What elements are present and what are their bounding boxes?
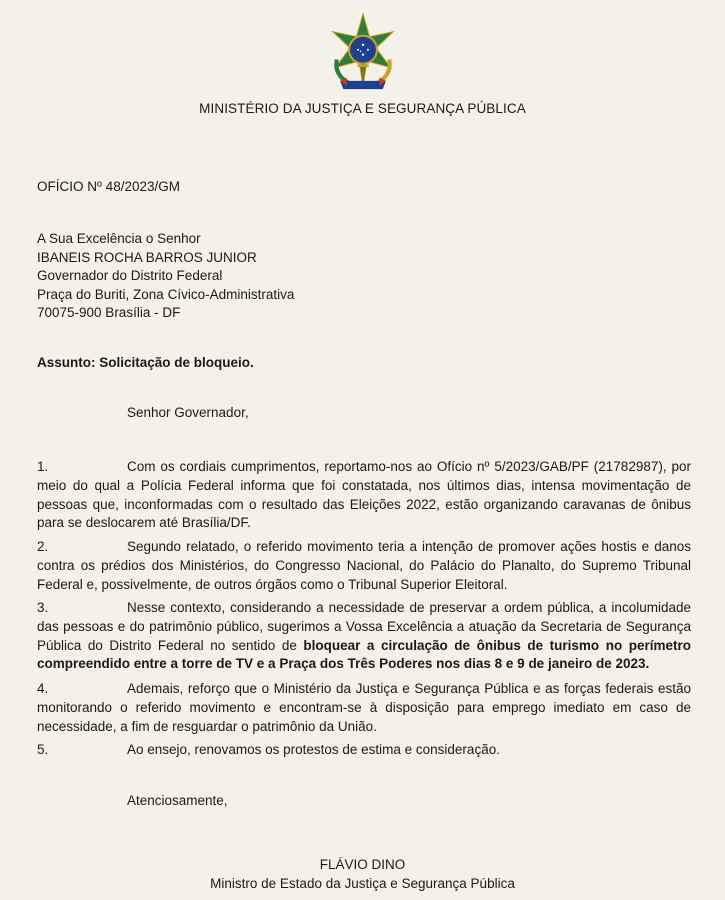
addressee-salutation: A Sua Excelência o Senhor — [37, 231, 201, 246]
paragraph-text: Segundo relatado, o referido movimento teria a intenção de promover ações hostis e danos contra os prédios dos Ministérios, do Congresso Nacional, do Palácio do Planalto, do Supremo Tribunal Federal e, possivelmente, de outros órgãos como o Tribunal Superior Eleitoral. — [37, 539, 691, 592]
signer-name: FLÁVIO DINO — [319, 857, 406, 872]
paragraph-number: 4. — [37, 681, 49, 696]
closing: Atenciosamente, — [127, 793, 228, 808]
paragraph-number: 1. — [37, 459, 49, 474]
addressee-block — [37, 230, 294, 323]
paragraph-1 — [37, 458, 691, 533]
addressee-name: IBANEIS ROCHA BARROS JUNIOR — [37, 249, 257, 265]
paragraph-5 — [37, 741, 691, 760]
addressee-title: Governador do Distrito Federal — [37, 268, 223, 284]
brazil-coat-of-arms-icon — [322, 12, 404, 94]
paragraph-number: 5. — [37, 742, 49, 757]
ministry-header: MINISTÉRIO DA JUSTIÇA E SEGURANÇA PÚBLICA — [199, 101, 526, 116]
paragraph-text: Ao ensejo, renovamos os protestos de estima e consideração. — [127, 742, 500, 757]
signer-title: Ministro de Estado da Justiça e Segurança Pública — [210, 876, 515, 891]
salutation: Senhor Governador, — [127, 405, 249, 420]
addressee-city: 70075-900 Brasília - DF — [37, 305, 181, 321]
subject-line: Assunto: Solicitação de bloqueio. — [37, 355, 254, 370]
paragraph-4 — [37, 680, 691, 736]
paragraph-3 — [37, 599, 691, 674]
paragraph-text: Ademais, reforço que o Ministério da Justiça e Segurança Pública e as forças federais estão monitorando o referido movimento e encontram-se à disposição para emprego imediato em caso de necessidade, a fim de resguardar o patrimônio da União. — [37, 681, 691, 734]
signature-block — [0, 855, 725, 893]
paragraph-text — [37, 599, 691, 674]
addressee-street: Praça do Buriti, Zona Cívico-Administrativa — [37, 286, 295, 302]
paragraph-text-regular: Nesse contexto, considerando a necessidade de preservar a ordem pública, a incolumidade das pessoas e do patrimônio público, sugerimos a Vossa Excelência a atuação da Secretaria de Segurança Pública do Distrito Federal no sentido de — [37, 600, 691, 653]
paragraph-text-bold: bloquear a circulação de ônibus de turismo no perímetro compreendido entre a torre de TV e a Praça dos Três Poderes nos dias 8 e 9 de janeiro de 2023. — [37, 637, 691, 672]
paragraph-number: 2. — [37, 539, 49, 554]
paragraph-number: 3. — [37, 600, 49, 615]
paragraph-2 — [37, 538, 691, 594]
paragraph-text: Com os cordiais cumprimentos, reportamo-nos ao Ofício nº 5/2023/GAB/PF (21782987), por meio do qual a Polícia Federal informa que foi constatada, nos últimos dias, intensa movimentação de pessoas que, inconformadas com o resultado das Eleições 2022, estão organizando caravanas de ônibus para se deslocarem até Brasília/DF. — [37, 459, 691, 531]
document-reference: OFÍCIO Nº 48/2023/GM — [37, 179, 180, 194]
